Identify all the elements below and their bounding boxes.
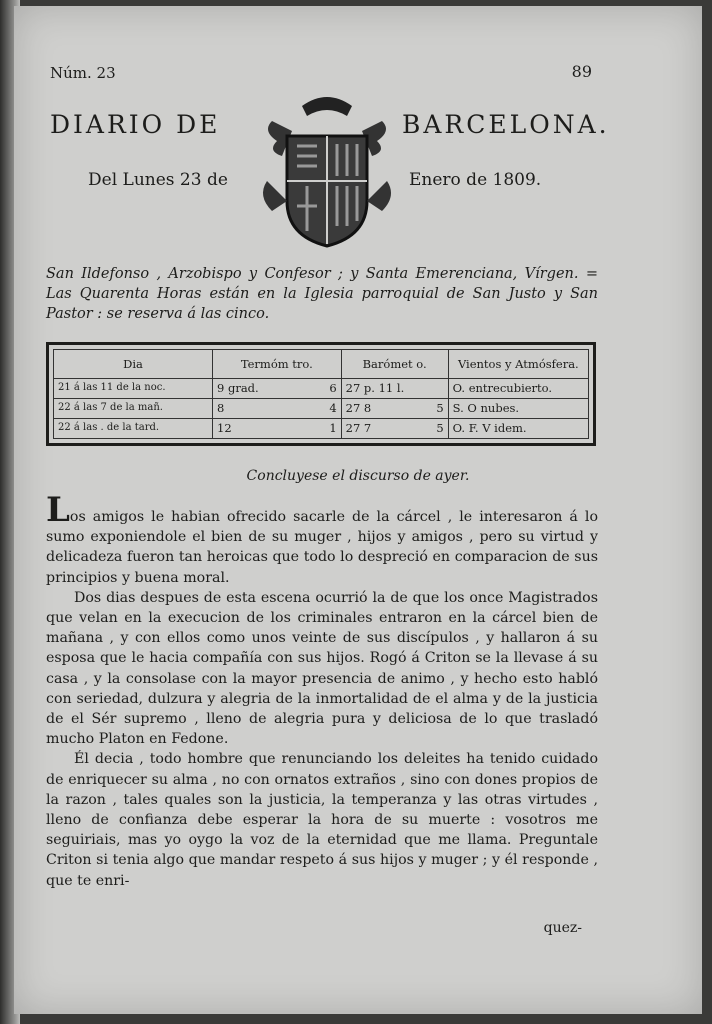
article-subheading: Concluyese el discurso de ayer. [246, 468, 470, 484]
table-row [54, 398, 589, 418]
saints-notice: San Ildefonso , Arzobispo y Confesor ; y Santa Emerenciana, Vírgen. = Las Quarenta Horas están en la Iglesia parroquial de San Justo y San Pastor : se reserva á las cinco. [46, 266, 598, 322]
cell-barom: 27 p. 11 l. [341, 378, 428, 398]
table-row [54, 418, 589, 438]
paragraph-2: Dos dias despues de esta escena ocurrió la de que los once Magistrados que velan en la execucion de los criminales entraron en la cárcel bien de mañana , y con ellos como unos veinte de sus discípulos , y hallaron á su esposa que le hacia compañía con sus hijos. Rogó á Criton se la llevase á su casa , y la consolase con la mayor presencia de animo , y hecho esto habló con seriedad, dulzura y alegria de la inmortalidad de el alma y de la justicia de el Sér supremo , lleno de alegria pura y deliciosa de lo que trasladó mucho Platon en Fedone. [46, 589, 598, 748]
cell-term-grad: 8 [213, 398, 311, 418]
cell-dia: 22 á las 7 de la mañ. [54, 398, 213, 418]
cell-dia: 22 á las . de la tard. [54, 418, 213, 438]
cell-term-grad: 9 grad. [213, 378, 311, 398]
date-line-right: Enero de 1809. [409, 170, 542, 190]
coat-of-arms-icon [252, 86, 402, 251]
issue-number: Núm. 23 [50, 64, 116, 82]
cell-term-grad: 12 [213, 418, 311, 438]
cell-barom: 27 7 [341, 418, 428, 438]
cell-vientos: O. entrecubierto. [448, 378, 588, 398]
newspaper-page [14, 6, 702, 1014]
weather-table [53, 349, 589, 439]
cell-dia: 21 á las 11 de la noc. [54, 378, 213, 398]
cell-barom-frac [428, 378, 448, 398]
date-line-left: Del Lunes 23 de [88, 170, 228, 190]
cell-vientos: S. O nubes. [448, 398, 588, 418]
masthead-title-right: BARCELONA. [402, 110, 610, 139]
paragraph-3: Él decia , todo hombre que renunciando los deleites ha tenido cuidado de enriquecer su alma , no con ornatos extraños , sino con dones propios de la razon , tales quales son la justicia, la temperanza y las otras virtudes , lleno de confianza debe esperar la hora de su muerte : vosotros me seguiriais, mas yo oygo la voz de la eternidad que me llama. Preguntale Criton si tenia algo que mandar respeto á sus hijos y muger ; y él responde , que te enri- [46, 751, 598, 889]
cell-term-frac: 4 [310, 398, 341, 418]
catchword: quez- [543, 920, 582, 936]
col-dia: Dia [54, 350, 213, 379]
cell-barom-frac: 5 [428, 398, 448, 418]
paragraph-1-text: os amigos le habian ofrecido sacarle de la cárcel , le interesaron á lo sumo exponiendole el bien de su muger , hijos y amigos , pero su virtud y delicadeza fueron tan heroicas que todo lo despreció en comparacion de sus principios y buena moral. [46, 509, 598, 586]
drop-cap: L [46, 490, 70, 530]
col-vientos: Vientos y Atmósfera. [448, 350, 588, 379]
cell-term-frac: 6 [310, 378, 341, 398]
article-body [46, 490, 598, 891]
weather-header-row [54, 350, 589, 379]
cell-term-frac: 1 [310, 418, 341, 438]
col-barometro: Barómet o. [341, 350, 448, 379]
table-row [54, 378, 589, 398]
weather-table-frame [46, 342, 596, 446]
col-termometro: Termóm tro. [213, 350, 342, 379]
page-number: 89 [571, 62, 592, 81]
cell-vientos: O. F. V idem. [448, 418, 588, 438]
masthead-title-left: DIARIO DE [50, 110, 221, 139]
paragraph-1 [46, 490, 598, 588]
cell-barom: 27 8 [341, 398, 428, 418]
cell-barom-frac: 5 [428, 418, 448, 438]
